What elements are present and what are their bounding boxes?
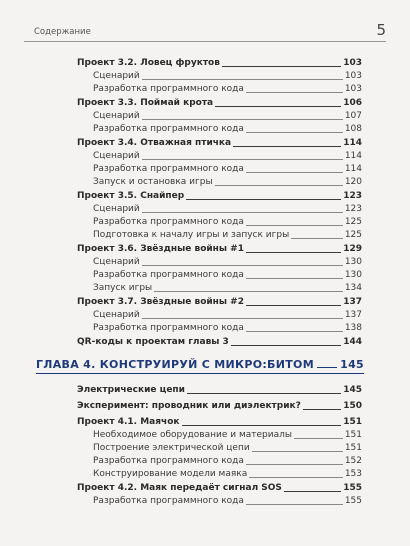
leader: [142, 158, 343, 160]
toc-entry-label: Разработка программного кода: [93, 270, 244, 280]
toc-entry-page: 107: [344, 111, 362, 121]
chapter-page: 145: [340, 358, 364, 371]
toc-entry-label: Конструирование модели маяка: [93, 469, 248, 479]
toc-subentry[interactable]: [93, 256, 362, 268]
toc-entry-label: Разработка программного кода: [93, 323, 244, 333]
toc-entry-page: 125: [344, 217, 362, 227]
toc-entry-page: 130: [344, 270, 362, 280]
leader: [246, 171, 343, 173]
toc-entry-label: Сценарий: [93, 257, 140, 267]
toc-entry-label: Проект 4.1. Маячок: [77, 417, 180, 427]
toc-entry-label: Сценарий: [93, 151, 140, 161]
leader: [222, 65, 341, 67]
toc-entry[interactable]: [77, 57, 362, 69]
toc-entry-label: Разработка программного кода: [93, 84, 244, 94]
toc-entry-label: Эксперимент: проводник или диэлектрик?: [77, 401, 301, 411]
leader: [246, 330, 343, 332]
toc-entry-page: 103: [344, 84, 362, 94]
toc-entry-label: Проект 3.4. Отважная птичка: [77, 138, 232, 148]
toc-entry-page: 103: [343, 58, 362, 68]
toc-entry-page: 103: [344, 71, 362, 81]
toc-entry-page: 129: [343, 244, 362, 254]
toc-subentry[interactable]: [93, 110, 362, 122]
chapter-heading[interactable]: [36, 355, 364, 371]
toc-entry[interactable]: [77, 97, 362, 109]
toc-entry[interactable]: [77, 243, 362, 255]
toc-entry-page: 145: [343, 385, 362, 395]
header-rule: [24, 41, 386, 42]
leader: [246, 131, 343, 133]
toc-entry-page: 114: [344, 164, 362, 174]
toc-subentry[interactable]: [93, 322, 362, 334]
toc-entry-label: Сценарий: [93, 111, 140, 121]
toc-entry[interactable]: [77, 137, 362, 149]
toc-entry[interactable]: [77, 336, 362, 348]
toc-subentry[interactable]: [93, 70, 362, 82]
toc-subentry[interactable]: [93, 176, 362, 188]
toc-subentry[interactable]: [93, 468, 362, 480]
toc-entry-page: 151: [344, 430, 362, 440]
toc-entry-page: 137: [343, 297, 362, 307]
toc-entry-label: Сценарий: [93, 71, 140, 81]
toc-subentry[interactable]: [93, 83, 362, 95]
toc-entry[interactable]: [77, 384, 362, 396]
toc-entry-label: Запуск игры: [93, 283, 153, 293]
toc-entry-page: 130: [344, 257, 362, 267]
toc-subentry[interactable]: [93, 429, 362, 441]
chapter-rule: [36, 373, 364, 374]
leader: [303, 408, 341, 410]
leader: [187, 392, 341, 394]
toc-entry-page: 114: [343, 138, 362, 148]
toc-entry-label: Разработка программного кода: [93, 496, 244, 506]
toc-entry-label: QR-коды к проектам главы 3: [77, 337, 229, 347]
toc-entry-page: 134: [344, 283, 362, 293]
toc-entry-page: 138: [344, 323, 362, 333]
toc-entry-label: Подготовка к началу игры и запуск игры: [93, 230, 290, 240]
leader: [182, 424, 342, 426]
running-head: Содержание: [34, 27, 91, 37]
toc-entry-label: Проект 3.7. Звёздные войны #2: [77, 297, 244, 307]
leader: [246, 463, 343, 465]
toc-entry-page: 152: [344, 456, 362, 466]
leader: [231, 344, 341, 346]
leader: [246, 277, 343, 279]
toc-entry[interactable]: [77, 482, 362, 494]
leader: [284, 490, 341, 492]
toc-subentry[interactable]: [93, 282, 362, 294]
toc-entry-label: Проект 3.3. Поймай крота: [77, 98, 214, 108]
leader: [186, 198, 341, 200]
toc-entry[interactable]: [77, 190, 362, 202]
toc-entry-label: Разработка программного кода: [93, 217, 244, 227]
leader: [142, 211, 343, 213]
toc-entry-label: Разработка программного кода: [93, 456, 244, 466]
toc-entry-label: Построение электрической цепи: [93, 443, 250, 453]
toc-entry-label: Сценарий: [93, 310, 140, 320]
toc-entry-label: Запуск и остановка игры: [93, 177, 213, 187]
leader: [154, 290, 343, 292]
leader: [142, 264, 343, 266]
toc-entry[interactable]: [77, 416, 362, 428]
leader: [246, 503, 343, 505]
toc-entry-page: 114: [344, 151, 362, 161]
toc-entry-page: 120: [344, 177, 362, 187]
toc-entry-label: Проект 4.2. Маяк передаёт сигнал SOS: [77, 483, 282, 493]
toc-entry-page: 151: [343, 417, 362, 427]
chapter-title: ГЛАВА 4. КОНСТРУИРУЙ С МИКРО:БИТОМ: [36, 358, 314, 371]
toc-entry-label: Сценарий: [93, 204, 140, 214]
toc-entry-page: 125: [344, 230, 362, 240]
leader: [142, 78, 343, 80]
toc-entry-page: 137: [344, 310, 362, 320]
toc-subentry[interactable]: [93, 203, 362, 215]
toc-entry-page: 155: [343, 483, 362, 493]
toc-subentry[interactable]: [93, 229, 362, 241]
toc-subentry[interactable]: [93, 150, 362, 162]
leader: [246, 224, 343, 226]
toc-entry-label: Разработка программного кода: [93, 164, 244, 174]
leader: [142, 118, 343, 120]
toc-entry-page: 108: [344, 124, 362, 134]
leader: [142, 317, 343, 319]
toc-entry-page: 144: [343, 337, 362, 347]
leader: [246, 304, 341, 306]
page-number: 5: [376, 21, 386, 39]
leader: [215, 184, 343, 186]
toc-entry-page: 106: [343, 98, 362, 108]
toc-subentry[interactable]: [93, 123, 362, 135]
toc-entry-label: Проект 3.6. Звёздные войны #1: [77, 244, 244, 254]
toc-entry-label: Проект 3.5. Снайпер: [77, 191, 185, 201]
toc-entry[interactable]: [77, 296, 362, 308]
toc-entry-label: Электрические цепи: [77, 385, 185, 395]
toc-subentry[interactable]: [93, 442, 362, 454]
leader: [252, 450, 343, 452]
toc-subentry[interactable]: [93, 495, 362, 507]
toc-entry-page: 151: [344, 443, 362, 453]
leader: [246, 91, 343, 93]
toc-subentry[interactable]: [93, 455, 362, 467]
toc-subentry[interactable]: [93, 163, 362, 175]
toc-subentry[interactable]: [93, 309, 362, 321]
leader: [215, 105, 341, 107]
leader: [294, 437, 343, 439]
toc-entry-label: Разработка программного кода: [93, 124, 244, 134]
leader: [291, 237, 343, 239]
toc-entry-page: 123: [344, 204, 362, 214]
toc-entry-page: 123: [343, 191, 362, 201]
toc-subentry[interactable]: [93, 269, 362, 281]
toc-entry-label: Необходимое оборудование и материалы: [93, 430, 292, 440]
toc-entry-page: 150: [343, 401, 362, 411]
toc-entry-label: Проект 3.2. Ловец фруктов: [77, 58, 220, 68]
toc-entry[interactable]: [77, 400, 362, 412]
leader: [246, 251, 341, 253]
leader: [233, 145, 341, 147]
leader: [249, 476, 343, 478]
leader: [317, 366, 337, 368]
toc-subentry[interactable]: [93, 216, 362, 228]
toc-entry-page: 153: [344, 469, 362, 479]
toc-entry-page: 155: [344, 496, 362, 506]
